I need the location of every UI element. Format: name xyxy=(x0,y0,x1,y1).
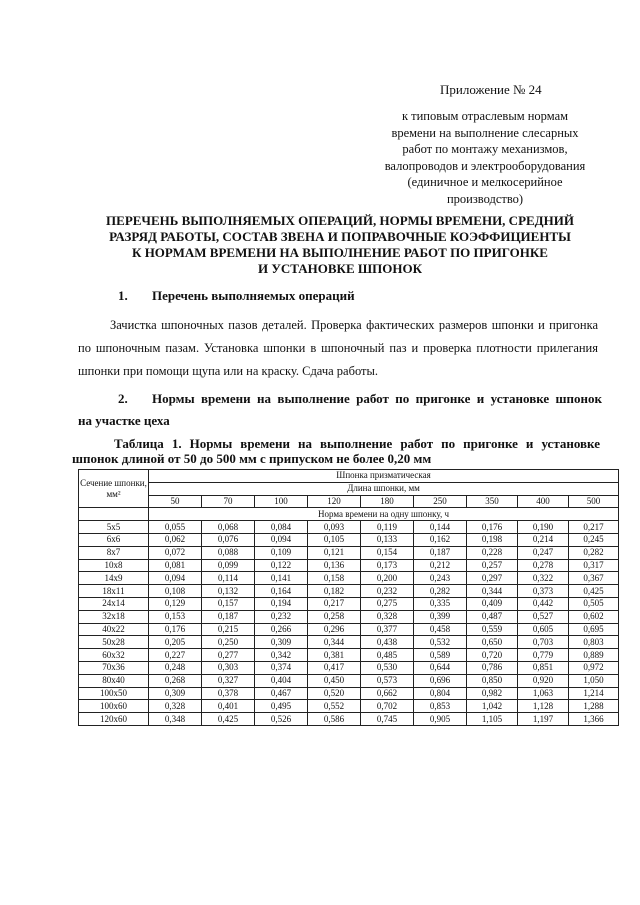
section-cell: 120x60 xyxy=(79,713,149,726)
norm-value-cell: 0,702 xyxy=(361,700,414,713)
norm-value-cell: 0,589 xyxy=(414,649,467,662)
norm-value-cell: 0,198 xyxy=(467,533,518,546)
norm-value-cell: 0,889 xyxy=(569,649,619,662)
norm-value-cell: 0,248 xyxy=(149,661,202,674)
norm-value-cell: 0,401 xyxy=(202,700,255,713)
length-header-cell: 120 xyxy=(308,495,361,508)
section-cell: 100x50 xyxy=(79,687,149,700)
norm-value-cell: 0,232 xyxy=(361,585,414,598)
norm-value-cell: 0,081 xyxy=(149,559,202,572)
norm-value-cell: 0,982 xyxy=(467,687,518,700)
norm-value-cell: 0,527 xyxy=(518,610,569,623)
norm-value-cell: 0,141 xyxy=(255,572,308,585)
length-header: Длина шпонки, мм xyxy=(149,482,619,495)
norm-value-cell: 1,050 xyxy=(569,674,619,687)
length-header-cell: 100 xyxy=(255,495,308,508)
section-1-number: 1. xyxy=(118,288,128,303)
norm-value-cell: 0,530 xyxy=(361,661,414,674)
section-cell: 100x60 xyxy=(79,700,149,713)
norm-value-cell: 0,245 xyxy=(569,533,619,546)
appendix-subtitle-line: к типовым отраслевым нормам xyxy=(401,109,569,123)
table-row xyxy=(79,713,619,726)
norm-value-cell: 0,088 xyxy=(202,546,255,559)
norm-value-cell: 0,374 xyxy=(255,661,308,674)
section-2-title: Нормы времени на выполнение работ по пригонке и установке шпонок xyxy=(152,391,602,406)
appendix-subtitle-line: времени на выполнение слесарных xyxy=(391,125,579,140)
norm-value-cell: 0,187 xyxy=(414,546,467,559)
norm-value-cell: 0,559 xyxy=(467,623,518,636)
norm-value-cell: 0,266 xyxy=(255,623,308,636)
norm-value-cell: 0,099 xyxy=(202,559,255,572)
norm-value-cell: 0,662 xyxy=(361,687,414,700)
norm-value-cell: 0,573 xyxy=(361,674,414,687)
norm-value-cell: 0,278 xyxy=(518,559,569,572)
norm-value-cell: 0,062 xyxy=(149,533,202,546)
norm-value-cell: 0,158 xyxy=(308,572,361,585)
norm-value-cell: 0,055 xyxy=(149,521,202,534)
norm-value-cell: 0,108 xyxy=(149,585,202,598)
norm-value-cell: 0,094 xyxy=(255,533,308,546)
norm-value-cell: 0,296 xyxy=(308,623,361,636)
table-row xyxy=(79,661,619,674)
norm-value-cell: 0,173 xyxy=(361,559,414,572)
section-cell: 32x18 xyxy=(79,610,149,623)
norm-value-cell: 0,309 xyxy=(255,636,308,649)
norm-value-cell: 0,258 xyxy=(308,610,361,623)
norm-value-cell: 0,404 xyxy=(255,674,308,687)
table-row xyxy=(79,649,619,662)
norm-value-cell: 0,297 xyxy=(467,572,518,585)
norm-value-cell: 0,247 xyxy=(518,546,569,559)
norm-value-cell: 0,212 xyxy=(414,559,467,572)
norm-value-cell: 0,214 xyxy=(518,533,569,546)
norm-value-cell: 0,786 xyxy=(467,661,518,674)
section-cell: 70x36 xyxy=(79,661,149,674)
norm-value-cell: 0,327 xyxy=(202,674,255,687)
length-header-cell: 70 xyxy=(202,495,255,508)
norm-value-cell: 0,268 xyxy=(149,674,202,687)
norm-value-cell: 0,532 xyxy=(414,636,467,649)
section-cell: 24x14 xyxy=(79,597,149,610)
norm-value-cell: 0,803 xyxy=(569,636,619,649)
norm-value-cell: 1,128 xyxy=(518,700,569,713)
norm-value-cell: 0,586 xyxy=(308,713,361,726)
norm-header: Норма времени на одну шпонку, ч xyxy=(149,508,619,521)
section-cell: 8x7 xyxy=(79,546,149,559)
table-row xyxy=(79,610,619,623)
norm-value-cell: 0,068 xyxy=(202,521,255,534)
norm-value-cell: 0,381 xyxy=(308,649,361,662)
section-2-title-cont: на участке цеха xyxy=(78,413,170,428)
table-row xyxy=(79,674,619,687)
empty-header-cell xyxy=(79,508,149,521)
norm-value-cell: 0,703 xyxy=(518,636,569,649)
section-cell: 40x22 xyxy=(79,623,149,636)
length-header-cell: 350 xyxy=(467,495,518,508)
norm-value-cell: 0,119 xyxy=(361,521,414,534)
norm-value-cell: 0,109 xyxy=(255,546,308,559)
norm-value-cell: 0,417 xyxy=(308,661,361,674)
norm-value-cell: 0,495 xyxy=(255,700,308,713)
norm-value-cell: 0,309 xyxy=(149,687,202,700)
section-cell: 10x8 xyxy=(79,559,149,572)
norm-value-cell: 0,745 xyxy=(361,713,414,726)
table-row xyxy=(79,559,619,572)
section-cell: 60x32 xyxy=(79,649,149,662)
section-column-header: Сечение шпонки, мм² xyxy=(79,470,149,508)
norm-value-cell: 0,144 xyxy=(414,521,467,534)
section-cell: 18x11 xyxy=(79,585,149,598)
norm-value-cell: 0,409 xyxy=(467,597,518,610)
norm-value-cell: 0,442 xyxy=(518,597,569,610)
norm-value-cell: 0,121 xyxy=(308,546,361,559)
norm-value-cell: 0,458 xyxy=(414,623,467,636)
norm-value-cell: 0,153 xyxy=(149,610,202,623)
norm-value-cell: 1,214 xyxy=(569,687,619,700)
norm-value-cell: 1,042 xyxy=(467,700,518,713)
norm-value-cell: 0,275 xyxy=(361,597,414,610)
appendix-subtitle-line: производство) xyxy=(446,191,524,206)
section-cell: 14x9 xyxy=(79,572,149,585)
heading-line: К НОРМАМ ВРЕМЕНИ НА ВЫПОЛНЕНИЕ РАБОТ ПО ПРИГОНКЕ xyxy=(132,245,548,260)
norm-value-cell: 0,114 xyxy=(202,572,255,585)
table-row xyxy=(79,700,619,713)
table-caption-line: шпонок длиной от 50 до 500 мм с припуском не более 0,20 мм xyxy=(72,451,432,466)
length-header-cell: 180 xyxy=(361,495,414,508)
norm-value-cell: 1,063 xyxy=(518,687,569,700)
norm-value-cell: 0,162 xyxy=(414,533,467,546)
norm-value-cell: 0,972 xyxy=(569,661,619,674)
norm-value-cell: 0,920 xyxy=(518,674,569,687)
norm-value-cell: 0,644 xyxy=(414,661,467,674)
norm-value-cell: 0,342 xyxy=(255,649,308,662)
section-1-title: Перечень выполняемых операций xyxy=(152,288,355,303)
table-row xyxy=(79,546,619,559)
norm-value-cell: 0,425 xyxy=(202,713,255,726)
heading-line: РАЗРЯД РАБОТЫ, СОСТАВ ЗВЕНА И ПОПРАВОЧНЫЕ КОЭФФИЦИЕНТЫ xyxy=(109,229,571,244)
norm-value-cell: 0,217 xyxy=(569,521,619,534)
norm-value-cell: 0,450 xyxy=(308,674,361,687)
length-values-row xyxy=(79,495,619,508)
norm-value-cell: 0,176 xyxy=(149,623,202,636)
norm-value-cell: 0,322 xyxy=(518,572,569,585)
norm-value-cell: 0,605 xyxy=(518,623,569,636)
norm-value-cell: 0,227 xyxy=(149,649,202,662)
norm-value-cell: 0,303 xyxy=(202,661,255,674)
norm-value-cell: 0,257 xyxy=(467,559,518,572)
norm-value-cell: 1,105 xyxy=(467,713,518,726)
table-row xyxy=(79,687,619,700)
norm-value-cell: 0,377 xyxy=(361,623,414,636)
norm-value-cell: 0,695 xyxy=(569,623,619,636)
norm-value-cell: 0,243 xyxy=(414,572,467,585)
norm-value-cell: 0,228 xyxy=(467,546,518,559)
length-header-cell: 50 xyxy=(149,495,202,508)
table-row xyxy=(79,585,619,598)
norm-value-cell: 0,851 xyxy=(518,661,569,674)
norm-value-cell: 0,282 xyxy=(569,546,619,559)
table-row xyxy=(79,572,619,585)
norm-value-cell: 0,485 xyxy=(361,649,414,662)
norm-value-cell: 0,277 xyxy=(202,649,255,662)
norm-value-cell: 0,187 xyxy=(202,610,255,623)
section-cell: 80x40 xyxy=(79,674,149,687)
norm-value-cell: 0,250 xyxy=(202,636,255,649)
norm-value-cell: 0,122 xyxy=(255,559,308,572)
table-caption xyxy=(72,436,600,466)
norm-value-cell: 0,072 xyxy=(149,546,202,559)
norm-value-cell: 0,076 xyxy=(202,533,255,546)
norm-value-cell: 1,288 xyxy=(569,700,619,713)
norm-value-cell: 0,552 xyxy=(308,700,361,713)
table-row xyxy=(79,521,619,534)
norm-value-cell: 0,217 xyxy=(308,597,361,610)
norm-value-cell: 0,328 xyxy=(149,700,202,713)
norm-value-cell: 0,425 xyxy=(569,585,619,598)
table-row xyxy=(79,533,619,546)
norm-value-cell: 0,157 xyxy=(202,597,255,610)
norm-value-cell: 0,487 xyxy=(467,610,518,623)
norm-value-cell: 0,328 xyxy=(361,610,414,623)
norm-value-cell: 0,232 xyxy=(255,610,308,623)
norms-table-body xyxy=(79,521,619,726)
norm-value-cell: 0,804 xyxy=(414,687,467,700)
norm-value-cell: 0,696 xyxy=(414,674,467,687)
appendix-subtitle-line: (единичное и мелкосерийное xyxy=(407,175,563,189)
norm-value-cell: 0,094 xyxy=(149,572,202,585)
norm-value-cell: 0,905 xyxy=(414,713,467,726)
heading-line: И УСТАНОВКЕ ШПОНОК xyxy=(257,261,423,276)
norm-value-cell: 1,366 xyxy=(569,713,619,726)
norm-value-cell: 0,650 xyxy=(467,636,518,649)
section-cell: 6x6 xyxy=(79,533,149,546)
norm-value-cell: 0,215 xyxy=(202,623,255,636)
norm-value-cell: 0,438 xyxy=(361,636,414,649)
appendix-subtitle-line: валопроводов и электрооборудования xyxy=(384,158,586,173)
norm-value-cell: 0,317 xyxy=(569,559,619,572)
norm-value-cell: 0,194 xyxy=(255,597,308,610)
norm-value-cell: 0,335 xyxy=(414,597,467,610)
heading-line: ПЕРЕЧЕНЬ ВЫПОЛНЯЕМЫХ ОПЕРАЦИЙ, НОРМЫ ВРЕМЕНИ, СРЕДНИЙ xyxy=(106,213,574,228)
norm-value-cell: 0,084 xyxy=(255,521,308,534)
appendix-subtitle-line: работ по монтажу механизмов, xyxy=(402,142,568,156)
length-header-cell: 400 xyxy=(518,495,569,508)
table-row xyxy=(79,636,619,649)
table-row xyxy=(79,597,619,610)
appendix-subtitle xyxy=(360,108,610,207)
section-2-number: 2. xyxy=(118,391,128,406)
appendix-title: Приложение № 24 xyxy=(440,82,542,97)
norm-value-cell: 0,344 xyxy=(308,636,361,649)
norm-value-cell: 0,720 xyxy=(467,649,518,662)
norm-value-cell: 0,344 xyxy=(467,585,518,598)
norm-value-cell: 0,136 xyxy=(308,559,361,572)
norm-value-cell: 0,526 xyxy=(255,713,308,726)
norm-value-cell: 0,132 xyxy=(202,585,255,598)
norm-value-cell: 0,182 xyxy=(308,585,361,598)
length-header-cell: 250 xyxy=(414,495,467,508)
norm-value-cell: 0,190 xyxy=(518,521,569,534)
section-cell: 50x28 xyxy=(79,636,149,649)
norm-value-cell: 0,399 xyxy=(414,610,467,623)
table-caption-line: Таблица 1. Нормы времени на выполнение работ по пригонке и установке xyxy=(114,436,600,451)
norm-value-cell: 0,378 xyxy=(202,687,255,700)
norm-value-cell: 0,200 xyxy=(361,572,414,585)
norm-value-cell: 0,520 xyxy=(308,687,361,700)
norm-value-cell: 0,367 xyxy=(569,572,619,585)
norm-value-cell: 0,282 xyxy=(414,585,467,598)
norm-value-cell: 0,348 xyxy=(149,713,202,726)
section-cell: 5x5 xyxy=(79,521,149,534)
document-heading xyxy=(70,213,610,277)
norm-value-cell: 0,176 xyxy=(467,521,518,534)
length-header-cell: 500 xyxy=(569,495,619,508)
norm-value-cell: 1,197 xyxy=(518,713,569,726)
norm-value-cell: 0,505 xyxy=(569,597,619,610)
norm-value-cell: 0,205 xyxy=(149,636,202,649)
norm-value-cell: 0,105 xyxy=(308,533,361,546)
norm-value-cell: 0,373 xyxy=(518,585,569,598)
norm-value-cell: 0,133 xyxy=(361,533,414,546)
section-1-text: Зачистка шпоночных пазов деталей. Проверка фактических размеров шпонки и пригонка по шпоночным пазам. Установка шпонки в шпоночный паз и проверка плотности прилегания шпонки при помощи щупа или на краску. Сдача работы. xyxy=(78,318,598,378)
norm-value-cell: 0,602 xyxy=(569,610,619,623)
norm-value-cell: 0,164 xyxy=(255,585,308,598)
norm-value-cell: 0,853 xyxy=(414,700,467,713)
norms-table xyxy=(78,469,619,726)
norm-value-cell: 0,779 xyxy=(518,649,569,662)
norm-value-cell: 0,129 xyxy=(149,597,202,610)
table-row xyxy=(79,623,619,636)
norm-value-cell: 0,850 xyxy=(467,674,518,687)
norm-value-cell: 0,154 xyxy=(361,546,414,559)
group-header: Шпонка призматическая xyxy=(149,470,619,483)
norm-value-cell: 0,093 xyxy=(308,521,361,534)
norm-value-cell: 0,467 xyxy=(255,687,308,700)
